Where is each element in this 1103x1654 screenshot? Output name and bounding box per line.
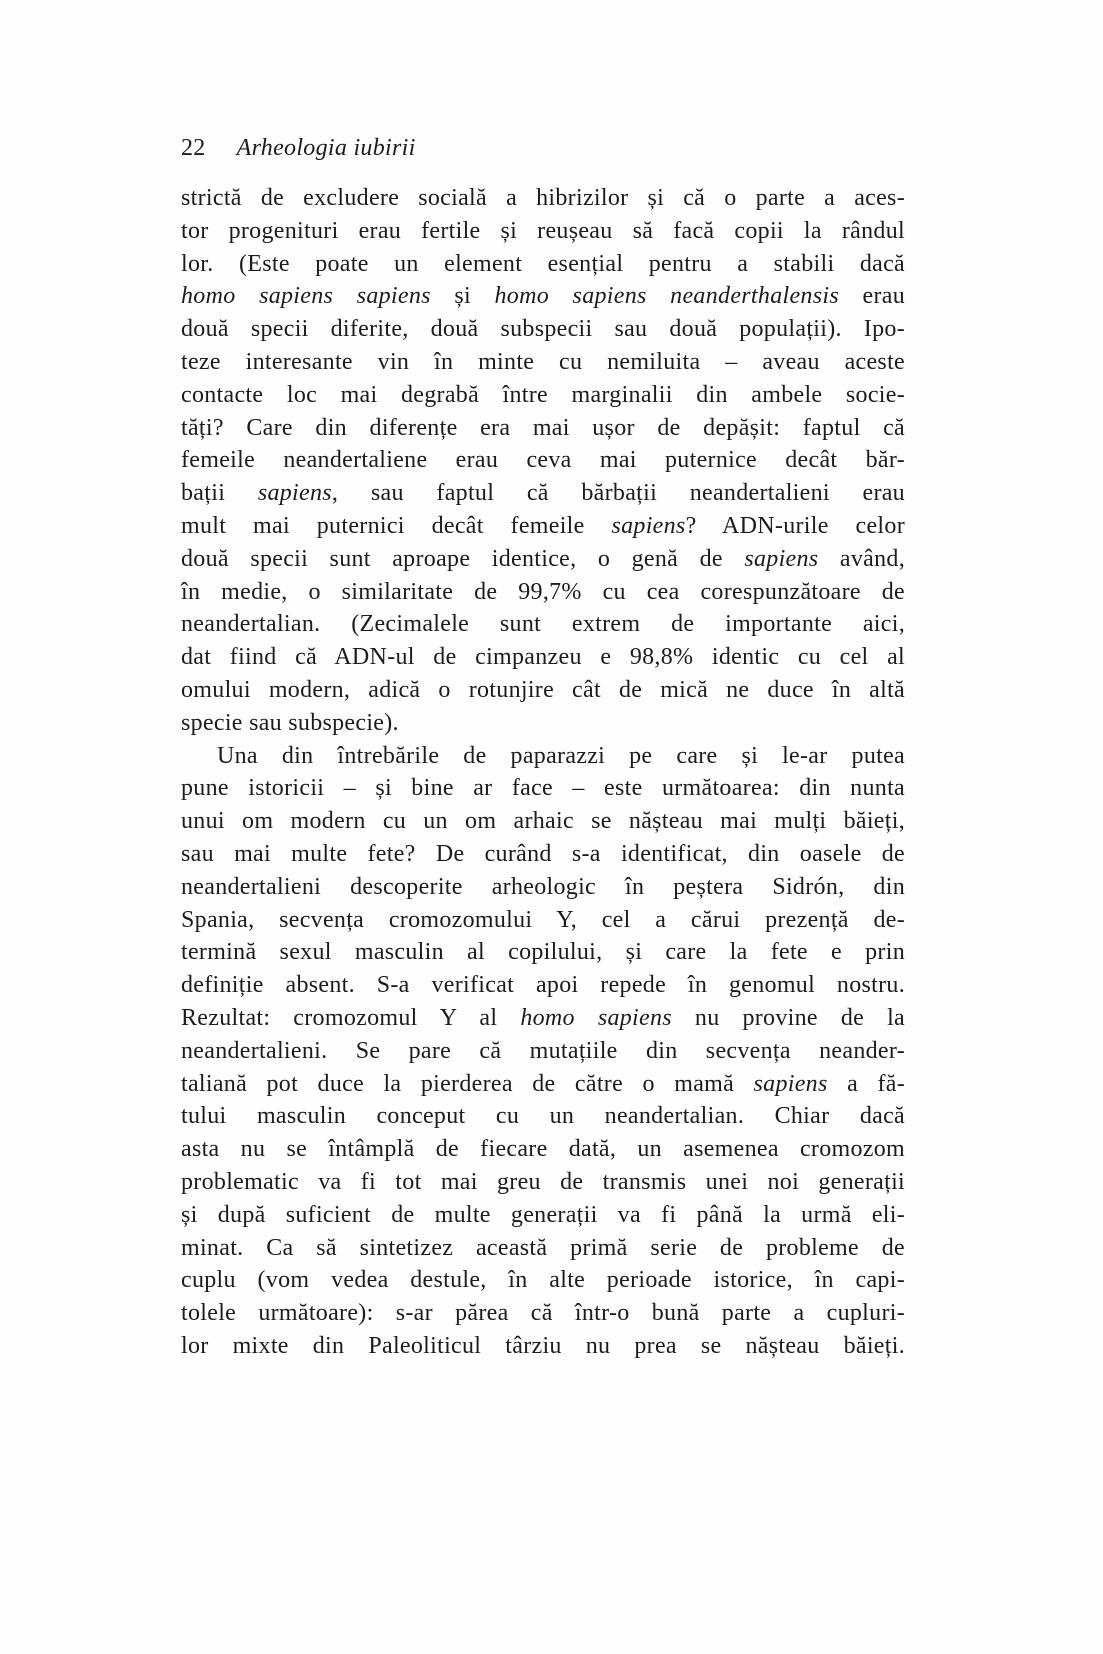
text-line <box>181 510 905 543</box>
text-line <box>181 280 905 313</box>
text-segment: contacte loc mai degrabă între marginalii din ambele socie- <box>181 381 905 408</box>
text-segment: teze interesante vin în minte cu nemiluita – aveau aceste <box>181 348 905 375</box>
text-line <box>181 608 905 641</box>
text-line <box>181 1002 905 1035</box>
italic-text-segment: homo sapiens neanderthalensis <box>494 283 839 310</box>
text-segment: două specii diferite, două subspecii sau două populații). Ipo- <box>181 316 905 343</box>
text-segment: unui om modern cu un om arhaic se nășteau mai mulți băieți, <box>181 808 905 835</box>
text-segment: tului masculin conceput cu un neandertalian. Chiar dacă <box>181 1103 905 1130</box>
text-line <box>181 871 905 904</box>
text-segment: specie sau subspecie). <box>181 709 399 736</box>
text-line <box>181 313 905 346</box>
italic-text-segment: homo sapiens sapiens <box>181 283 431 310</box>
text-segment: strictă de excludere socială a hibrizilor și că o parte a aces- <box>181 185 905 211</box>
text-segment: neandertalian. (Zecimalele sunt extrem de importante aici, <box>181 611 905 638</box>
text-segment: având, <box>818 545 906 572</box>
text-segment: lor mixte din Paleoliticul târziu nu prea se nășteau băieți. <box>181 1332 905 1359</box>
text-segment: nu provine de la <box>671 1004 906 1031</box>
text-segment: tolele următoare): s-ar părea că într-o bună parte a cupluri- <box>181 1300 905 1327</box>
text-line <box>181 1100 905 1133</box>
text-line <box>181 346 905 379</box>
text-line <box>181 477 905 510</box>
text-segment: femeile neandertaliene erau ceva mai puternice decât băr- <box>181 447 905 474</box>
text-segment: erau <box>838 283 905 310</box>
text-segment: a fă- <box>827 1070 905 1097</box>
text-line <box>181 969 905 1002</box>
text-line <box>181 936 905 969</box>
text-segment: lor. (Este poate un element esențial pentru a stabili dacă <box>181 250 905 277</box>
text-segment: Spania, secvența cromozomului Y, cel a cărui prezență de- <box>181 906 905 933</box>
text-segment: omului modern, adică o rotunjire cât de mică ne duce în altă <box>181 676 905 703</box>
text-segment: termină sexul masculin al copilului, și care la fete e prin <box>181 939 905 966</box>
text-line <box>181 1133 905 1166</box>
text-segment: minat. Ca să sintetizez această primă serie de probleme de <box>181 1234 905 1261</box>
text-line <box>181 215 905 248</box>
text-segment: Una din întrebările de paparazzi pe care și le-ar putea <box>217 742 905 769</box>
text-line <box>181 1330 905 1363</box>
text-segment: ? ADN-urile celor <box>685 512 905 539</box>
text-segment: în medie, o similaritate de 99,7% cu cea corespunzătoare de <box>181 578 905 605</box>
italic-text-segment: sapiens <box>257 480 332 507</box>
text-line <box>181 248 905 281</box>
text-segment: Rezultat: cromozomul Y al <box>181 1004 521 1031</box>
text-segment: definiție absent. S-a verificat apoi repede în genomul nostru. <box>181 972 905 999</box>
text-line <box>181 182 905 215</box>
page-number: 22 <box>181 135 206 161</box>
text-line <box>181 1232 905 1265</box>
text-line <box>181 576 905 609</box>
text-segment: dat fiind că ADN-ul de cimpanzeu e 98,8% identic cu cel al <box>181 644 905 671</box>
text-segment: mult mai puternici decât femeile <box>181 512 612 539</box>
italic-text-segment: sapiens <box>753 1070 828 1097</box>
text-line <box>181 543 905 576</box>
text-line <box>181 412 905 445</box>
text-segment: tăți? Care din diferențe era mai ușor de depășit: faptul că <box>181 414 905 441</box>
text-line <box>181 1166 905 1199</box>
text-line <box>181 805 905 838</box>
text-line <box>181 444 905 477</box>
text-segment: bații <box>181 480 258 507</box>
text-line <box>181 1035 905 1068</box>
italic-text-segment: sapiens <box>611 512 686 539</box>
paragraph <box>181 182 905 740</box>
text-segment: neandertalieni. Se pare că mutațiile din secvența neander- <box>181 1037 905 1064</box>
text-line <box>181 674 905 707</box>
paragraph <box>181 740 905 1363</box>
text-line <box>181 707 905 740</box>
text-line <box>181 772 905 805</box>
text-line <box>181 904 905 937</box>
text-line <box>181 1068 905 1101</box>
text-block <box>181 182 905 1363</box>
running-title: Arheologia iubirii <box>236 135 416 161</box>
text-segment: problematic va fi tot mai greu de transmis unei noi generații <box>181 1168 905 1195</box>
text-segment: cuplu (vom vedea destule, în alte perioade istorice, în capi- <box>181 1267 905 1294</box>
text-segment: sau mai multe fete? De curând s-a identificat, din oasele de <box>181 840 905 867</box>
text-line <box>181 838 905 871</box>
text-segment: pune istoricii – și bine ar face – este următoarea: din nunta <box>181 775 905 802</box>
text-segment: asta nu se întâmplă de fiecare dată, un asemenea cromozom <box>181 1136 905 1163</box>
text-line <box>181 740 905 773</box>
text-line <box>181 641 905 674</box>
text-segment: două specii sunt aproape identice, o genă de <box>181 545 745 572</box>
text-line <box>181 1199 905 1232</box>
text-line <box>181 1297 905 1330</box>
text-segment: tor progenituri erau fertile și reușeau să facă copii la rândul <box>181 217 905 244</box>
page-header <box>181 132 905 165</box>
text-segment: neandertalieni descoperite arheologic în peștera Sidrón, din <box>181 873 905 900</box>
italic-text-segment: sapiens <box>744 545 819 572</box>
italic-text-segment: homo sapiens <box>520 1004 672 1031</box>
text-segment: și <box>430 283 495 310</box>
text-segment: , sau faptul că bărbații neandertalieni erau <box>331 480 905 507</box>
text-line <box>181 1264 905 1297</box>
text-segment: taliană pot duce la pierderea de către o mamă <box>181 1070 754 1097</box>
text-segment: și după suficient de multe generații va fi până la urmă eli- <box>181 1201 905 1228</box>
text-line <box>181 379 905 412</box>
